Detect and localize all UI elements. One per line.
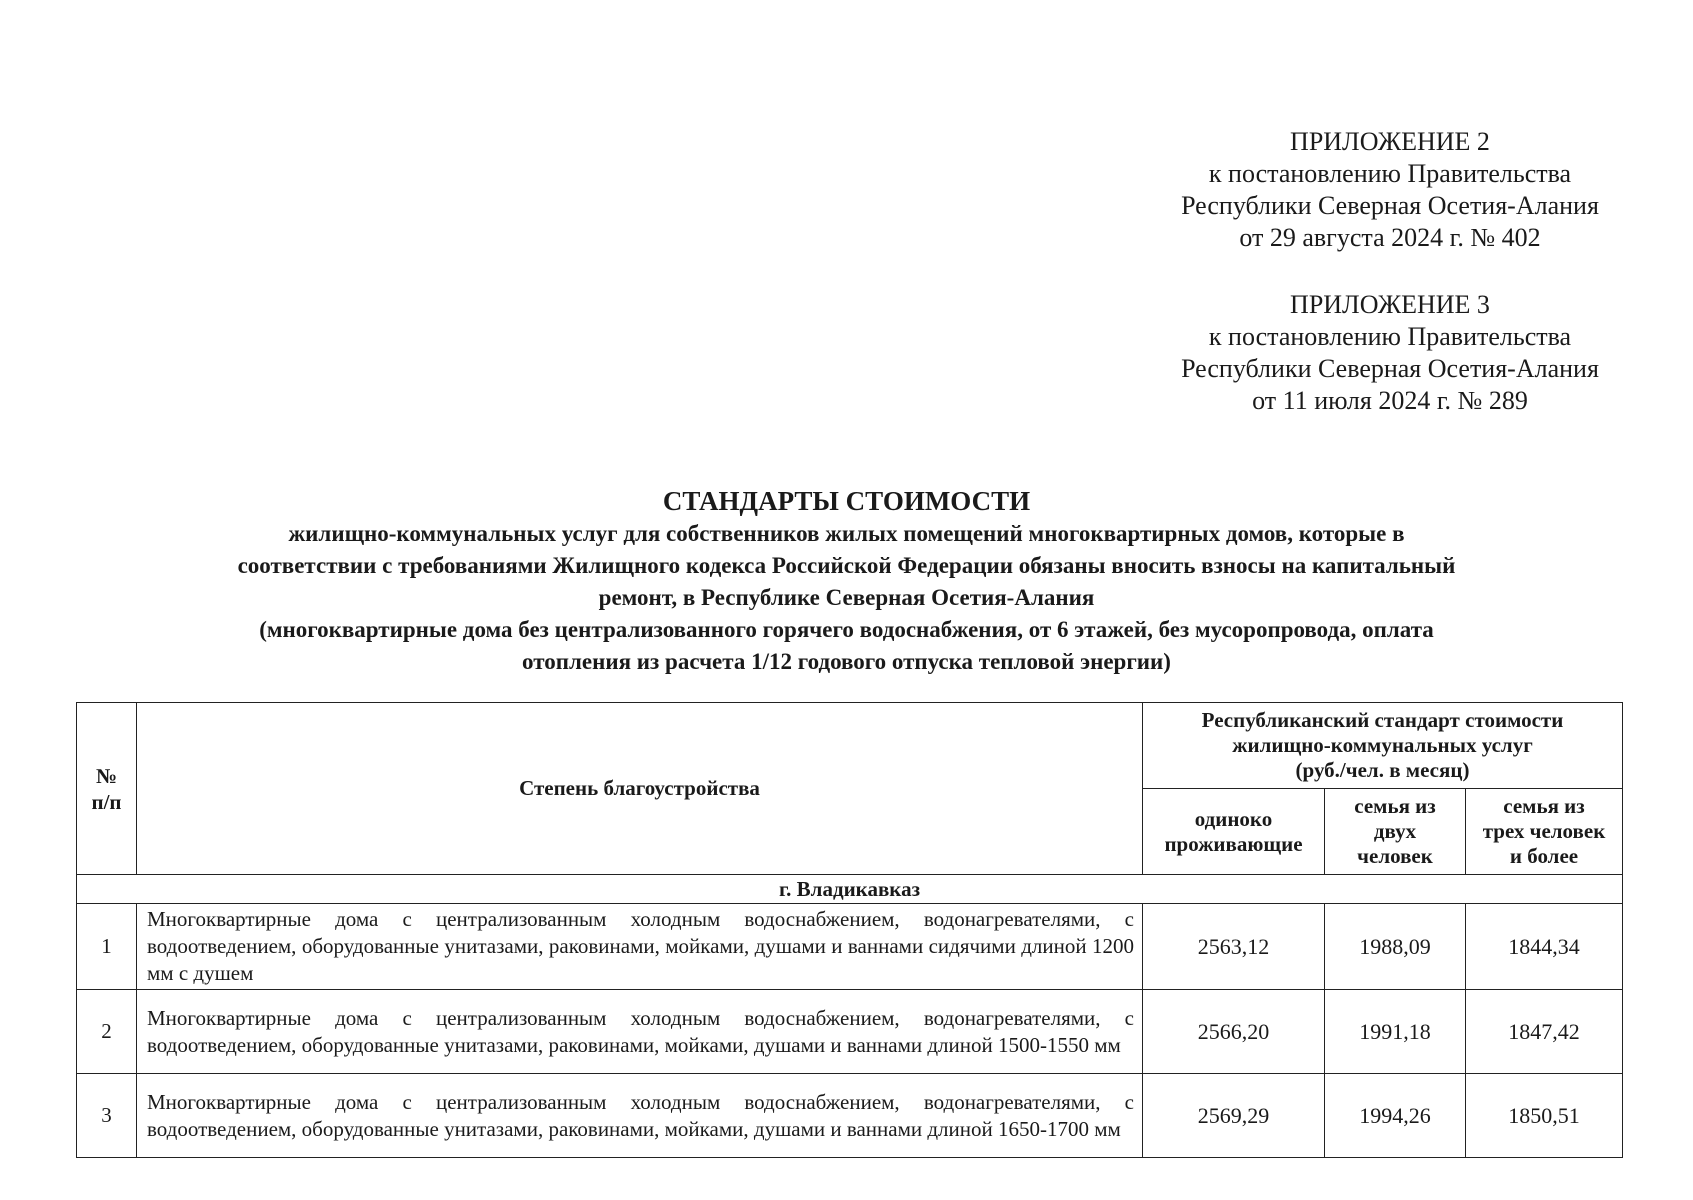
document-subtitle-line: отопления из расчета 1/12 годового отпуска тепловой энергии): [522, 649, 1171, 674]
header-number: № п/п: [77, 703, 137, 875]
city-name: г. Владикавказ: [77, 875, 1623, 904]
city-row: [77, 875, 1623, 904]
row-number: 1: [77, 904, 137, 990]
value-single: 2563,12: [1143, 904, 1325, 990]
value-single: 2569,29: [1143, 1074, 1325, 1158]
annex-title: ПРИЛОЖЕНИЕ 3: [1290, 290, 1490, 319]
value-family-three: 1850,51: [1466, 1074, 1623, 1158]
header-degree: Степень благоустройства: [137, 703, 1143, 875]
annex-line: к постановлению Правительства: [1208, 322, 1572, 351]
document-subtitle-line: (многоквартирные дома без централизованного горячего водоснабжения, от 6 этажей, без мусоропровода, оплата: [259, 617, 1434, 642]
annex-line: Республики Северная Осетия-Алания: [1181, 354, 1599, 383]
header-family-three: семья из трех человек и более: [1466, 789, 1623, 875]
value-family-two: 1988,09: [1325, 904, 1466, 990]
annex-date: от 11 июля 2024 г. № 289: [1252, 386, 1528, 415]
annex-3-block: [1160, 289, 1620, 417]
table-row: [77, 990, 1623, 1074]
annex-2-block: [1160, 126, 1620, 254]
annex-title: ПРИЛОЖЕНИЕ 2: [1290, 127, 1490, 156]
value-single: 2566,20: [1143, 990, 1325, 1074]
row-number: 3: [77, 1074, 137, 1158]
document-subtitle-line: соответствии с требованиями Жилищного кодекса Российской Федерации обязаны вносить взносы на капитальный: [237, 553, 1456, 578]
header-single: одиноко проживающие: [1143, 789, 1325, 875]
document-subtitle-line: ремонт, в Республике Северная Осетия-Алания: [598, 585, 1095, 610]
table-row: [77, 904, 1623, 990]
row-description: Многоквартирные дома с централизованным холодным водоснабжением, водонагревателями, с водоотведением, оборудованные унитазами, раковинами, мойками, душами и ваннами длиной 1500-1550 мм: [137, 990, 1143, 1074]
value-family-three: 1847,42: [1466, 990, 1623, 1074]
row-number: 2: [77, 990, 137, 1074]
document-title: СТАНДАРТЫ СТОИМОСТИ: [662, 486, 1031, 516]
value-family-two: 1994,26: [1325, 1074, 1466, 1158]
document-title-block: [60, 484, 1633, 678]
table-row: [77, 1074, 1623, 1158]
header-standard: Республиканский стандарт стоимости жилищно-коммунальных услуг (руб./чел. в месяц): [1143, 703, 1623, 789]
document-subtitle-line: жилищно-коммунальных услуг для собственников жилых помещений многоквартирных домов, которые в: [288, 521, 1405, 546]
value-family-two: 1991,18: [1325, 990, 1466, 1074]
annex-line: Республики Северная Осетия-Алания: [1181, 191, 1599, 220]
annex-line: к постановлению Правительства: [1208, 159, 1572, 188]
row-description: Многоквартирные дома с централизованным холодным водоснабжением, водонагревателями, с водоотведением, оборудованные унитазами, раковинами, мойками, душами и ваннами длиной 1650-1700 мм: [137, 1074, 1143, 1158]
header-family-two: семья из двух человек: [1325, 789, 1466, 875]
value-family-three: 1844,34: [1466, 904, 1623, 990]
cost-standards-table: [76, 702, 1623, 1158]
row-description: Многоквартирные дома с централизованным холодным водоснабжением, водонагревателями, с водоотведением, оборудованные унитазами, раковинами, мойками, душами и ваннами сидячими длиной 1200 мм с душем: [137, 904, 1143, 990]
annex-date: от 29 августа 2024 г. № 402: [1239, 223, 1541, 252]
